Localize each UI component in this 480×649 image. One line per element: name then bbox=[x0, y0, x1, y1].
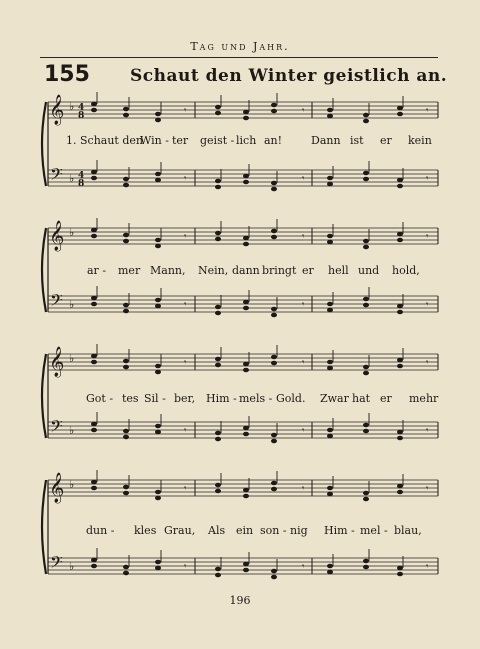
flat-key-signature: ♭ bbox=[69, 100, 75, 113]
lyric-syllable: Zwar bbox=[320, 392, 349, 405]
lyric-syllable: 1. Schaut den bbox=[66, 134, 143, 147]
eighth-rest: 𝄾 bbox=[426, 484, 429, 494]
note-head bbox=[397, 304, 403, 309]
lyric-syllable: er bbox=[380, 134, 392, 147]
note-head bbox=[271, 313, 277, 318]
eighth-rest: 𝄾 bbox=[426, 358, 429, 368]
note-head bbox=[123, 359, 129, 364]
eighth-rest: 𝄾 bbox=[184, 106, 187, 116]
treble-clef: 𝄞 bbox=[49, 347, 65, 377]
note-head bbox=[91, 108, 97, 113]
treble-clef: 𝄞 bbox=[49, 221, 65, 251]
note-head bbox=[397, 112, 403, 117]
lyric-syllable: er bbox=[302, 264, 314, 277]
note-head bbox=[397, 484, 403, 489]
note-head bbox=[155, 298, 161, 303]
note-head bbox=[123, 435, 129, 440]
bass-clef: 𝄢 bbox=[50, 552, 63, 576]
note-head bbox=[215, 567, 221, 572]
note-head bbox=[363, 171, 369, 176]
note-head bbox=[215, 105, 221, 110]
lyric-syllable: er bbox=[380, 392, 392, 405]
note-head bbox=[327, 234, 333, 239]
lyric-syllable: Dann bbox=[311, 134, 341, 147]
header-rule bbox=[40, 57, 438, 58]
note-head bbox=[271, 103, 277, 108]
note-head bbox=[215, 357, 221, 362]
lyric-syllable: geist - bbox=[200, 134, 235, 147]
lyrics-line bbox=[40, 264, 440, 280]
note-head bbox=[123, 183, 129, 188]
note-head bbox=[123, 107, 129, 112]
note-head bbox=[243, 368, 249, 373]
music-system bbox=[40, 222, 440, 318]
lyric-syllable: Sil - bbox=[144, 392, 166, 405]
note-head bbox=[327, 428, 333, 433]
note-head bbox=[363, 245, 369, 250]
note-head bbox=[327, 360, 333, 365]
note-head bbox=[271, 487, 277, 492]
note-head bbox=[397, 364, 403, 369]
note-head bbox=[243, 568, 249, 573]
lyric-syllable: ist bbox=[350, 134, 364, 147]
lyrics-line bbox=[40, 134, 440, 150]
time-signature-bottom: 8 bbox=[78, 179, 85, 189]
lyric-syllable: ter bbox=[172, 134, 189, 147]
note-head bbox=[123, 429, 129, 434]
note-head bbox=[397, 572, 403, 577]
eighth-rest: 𝄾 bbox=[302, 300, 305, 310]
note-head bbox=[155, 244, 161, 249]
note-head bbox=[327, 114, 333, 119]
note-head bbox=[327, 366, 333, 371]
note-head bbox=[91, 558, 97, 563]
note-head bbox=[91, 422, 97, 427]
lyric-syllable: tes bbox=[122, 392, 139, 405]
flat-key-signature: ♭ bbox=[69, 352, 75, 365]
note-head bbox=[327, 492, 333, 497]
note-head bbox=[123, 233, 129, 238]
note-head bbox=[91, 428, 97, 433]
lyric-syllable: bringt bbox=[262, 264, 297, 277]
note-head bbox=[155, 118, 161, 123]
note-head bbox=[327, 308, 333, 313]
note-head bbox=[327, 434, 333, 439]
note-head bbox=[91, 170, 97, 175]
note-head bbox=[91, 480, 97, 485]
note-head bbox=[123, 485, 129, 490]
note-head bbox=[215, 573, 221, 578]
note-head bbox=[271, 181, 277, 186]
lyric-syllable: ar - bbox=[87, 264, 107, 277]
lyric-syllable: Win - bbox=[140, 134, 169, 147]
lyric-syllable: hell bbox=[328, 264, 349, 277]
bass-clef: 𝄢 bbox=[50, 290, 63, 314]
note-head bbox=[327, 108, 333, 113]
lyric-syllable: Nein, bbox=[198, 264, 229, 277]
lyric-syllable: Him - bbox=[324, 524, 355, 537]
flat-key-signature: ♭ bbox=[69, 478, 75, 491]
note-head bbox=[363, 303, 369, 308]
flat-key-signature: ♭ bbox=[69, 424, 75, 437]
note-head bbox=[363, 565, 369, 570]
note-head bbox=[327, 240, 333, 245]
note-head bbox=[155, 430, 161, 435]
lyric-syllable: mel - bbox=[360, 524, 388, 537]
lyric-syllable: dun - bbox=[86, 524, 115, 537]
note-head bbox=[397, 232, 403, 237]
note-head bbox=[91, 102, 97, 107]
bass-clef: 𝄢 bbox=[50, 416, 63, 440]
note-head bbox=[215, 431, 221, 436]
note-head bbox=[363, 559, 369, 564]
note-head bbox=[271, 433, 277, 438]
note-head bbox=[215, 363, 221, 368]
eighth-rest: 𝄾 bbox=[426, 232, 429, 242]
lyrics-line bbox=[40, 524, 440, 540]
treble-clef: 𝄞 bbox=[49, 95, 65, 125]
eighth-rest: 𝄾 bbox=[426, 174, 429, 184]
note-head bbox=[155, 112, 161, 117]
note-head bbox=[91, 354, 97, 359]
eighth-rest: 𝄾 bbox=[302, 232, 305, 242]
flat-key-signature: ♭ bbox=[69, 172, 75, 185]
note-head bbox=[215, 489, 221, 494]
lyric-syllable: und bbox=[358, 264, 380, 277]
time-signature-top: 4 bbox=[78, 171, 85, 181]
note-head bbox=[397, 106, 403, 111]
eighth-rest: 𝄾 bbox=[302, 484, 305, 494]
note-head bbox=[271, 235, 277, 240]
eighth-rest: 𝄾 bbox=[184, 232, 187, 242]
note-head bbox=[155, 304, 161, 309]
eighth-rest: 𝄾 bbox=[302, 174, 305, 184]
note-head bbox=[397, 238, 403, 243]
flat-key-signature: ♭ bbox=[69, 560, 75, 573]
note-head bbox=[271, 187, 277, 192]
note-head bbox=[397, 178, 403, 183]
note-head bbox=[363, 423, 369, 428]
note-head bbox=[243, 426, 249, 431]
note-head bbox=[123, 365, 129, 370]
note-head bbox=[243, 110, 249, 115]
note-head bbox=[155, 496, 161, 501]
lyric-syllable: Als bbox=[208, 524, 226, 537]
bass-clef: 𝄢 bbox=[50, 164, 63, 188]
eighth-rest: 𝄾 bbox=[302, 358, 305, 368]
note-head bbox=[91, 564, 97, 569]
lyric-syllable: Gold. bbox=[276, 392, 306, 405]
lyric-syllable: Grau, bbox=[164, 524, 196, 537]
eighth-rest: 𝄾 bbox=[184, 426, 187, 436]
lyric-syllable: dann bbox=[232, 264, 260, 277]
note-head bbox=[327, 564, 333, 569]
note-head bbox=[363, 177, 369, 182]
note-head bbox=[243, 362, 249, 367]
note-head bbox=[271, 439, 277, 444]
note-head bbox=[155, 370, 161, 375]
note-head bbox=[123, 571, 129, 576]
lyric-syllable: hat bbox=[352, 392, 371, 405]
note-head bbox=[363, 119, 369, 124]
note-head bbox=[215, 185, 221, 190]
note-head bbox=[243, 242, 249, 247]
note-head bbox=[91, 296, 97, 301]
note-head bbox=[91, 234, 97, 239]
lyric-syllable: hold, bbox=[392, 264, 420, 277]
note-head bbox=[91, 176, 97, 181]
note-head bbox=[327, 182, 333, 187]
note-head bbox=[155, 238, 161, 243]
time-signature-top: 4 bbox=[78, 103, 85, 113]
note-head bbox=[155, 172, 161, 177]
note-head bbox=[215, 305, 221, 310]
note-head bbox=[397, 358, 403, 363]
note-head bbox=[243, 236, 249, 241]
eighth-rest: 𝄾 bbox=[426, 106, 429, 116]
eighth-rest: 𝄾 bbox=[426, 426, 429, 436]
note-head bbox=[363, 371, 369, 376]
eighth-rest: 𝄾 bbox=[426, 562, 429, 572]
note-head bbox=[215, 111, 221, 116]
time-signature-bottom: 8 bbox=[78, 111, 85, 121]
lyric-syllable: lich bbox=[236, 134, 257, 147]
note-head bbox=[271, 229, 277, 234]
eighth-rest: 𝄾 bbox=[184, 562, 187, 572]
hymn-number: 155 bbox=[44, 62, 90, 87]
lyric-syllable: Mann, bbox=[150, 264, 186, 277]
note-head bbox=[91, 360, 97, 365]
note-head bbox=[243, 432, 249, 437]
note-head bbox=[215, 311, 221, 316]
treble-clef: 𝄞 bbox=[49, 473, 65, 503]
note-head bbox=[271, 355, 277, 360]
note-head bbox=[123, 565, 129, 570]
note-head bbox=[123, 239, 129, 244]
note-head bbox=[397, 310, 403, 315]
eighth-rest: 𝄾 bbox=[184, 300, 187, 310]
eighth-rest: 𝄾 bbox=[426, 300, 429, 310]
lyric-syllable: kein bbox=[408, 134, 432, 147]
note-head bbox=[363, 497, 369, 502]
note-head bbox=[215, 231, 221, 236]
music-system bbox=[40, 96, 440, 192]
note-head bbox=[271, 109, 277, 114]
note-head bbox=[271, 307, 277, 312]
lyric-syllable: ber, bbox=[174, 392, 196, 405]
note-head bbox=[91, 486, 97, 491]
note-head bbox=[123, 491, 129, 496]
note-head bbox=[397, 184, 403, 189]
page-number: 196 bbox=[229, 594, 251, 607]
note-head bbox=[271, 481, 277, 486]
note-head bbox=[123, 177, 129, 182]
lyric-syllable: mels - bbox=[239, 392, 273, 405]
note-head bbox=[155, 424, 161, 429]
note-head bbox=[397, 436, 403, 441]
note-head bbox=[397, 566, 403, 571]
note-head bbox=[327, 486, 333, 491]
note-head bbox=[363, 297, 369, 302]
flat-key-signature: ♭ bbox=[69, 226, 75, 239]
note-head bbox=[243, 300, 249, 305]
note-head bbox=[243, 488, 249, 493]
note-head bbox=[327, 570, 333, 575]
note-head bbox=[363, 491, 369, 496]
lyric-syllable: mehr bbox=[409, 392, 439, 405]
note-head bbox=[243, 116, 249, 121]
lyrics-line bbox=[40, 392, 440, 408]
note-head bbox=[271, 569, 277, 574]
hymn-title: Schaut den Winter geistlich an. bbox=[130, 66, 448, 86]
note-head bbox=[155, 490, 161, 495]
note-head bbox=[215, 437, 221, 442]
note-head bbox=[155, 560, 161, 565]
note-head bbox=[363, 365, 369, 370]
eighth-rest: 𝄾 bbox=[184, 358, 187, 368]
note-head bbox=[215, 179, 221, 184]
lyric-syllable: ein bbox=[236, 524, 254, 537]
eighth-rest: 𝄾 bbox=[302, 106, 305, 116]
lyric-syllable: Got - bbox=[86, 392, 114, 405]
note-head bbox=[243, 494, 249, 499]
note-head bbox=[397, 430, 403, 435]
note-head bbox=[243, 174, 249, 179]
note-head bbox=[155, 566, 161, 571]
note-head bbox=[215, 237, 221, 242]
note-head bbox=[91, 302, 97, 307]
lyric-syllable: Him - bbox=[206, 392, 237, 405]
note-head bbox=[155, 364, 161, 369]
note-head bbox=[363, 429, 369, 434]
note-head bbox=[327, 302, 333, 307]
running-head: Tag und Jahr. bbox=[190, 40, 290, 53]
note-head bbox=[397, 490, 403, 495]
lyric-syllable: an! bbox=[264, 134, 283, 147]
lyric-syllable: kles bbox=[134, 524, 157, 537]
eighth-rest: 𝄾 bbox=[302, 562, 305, 572]
note-head bbox=[363, 239, 369, 244]
eighth-rest: 𝄾 bbox=[184, 484, 187, 494]
note-head bbox=[243, 306, 249, 311]
note-head bbox=[215, 483, 221, 488]
lyric-syllable: nig bbox=[290, 524, 308, 537]
note-head bbox=[363, 113, 369, 118]
lyric-syllable: blau, bbox=[394, 524, 422, 537]
note-head bbox=[243, 180, 249, 185]
lyric-syllable: son - bbox=[260, 524, 287, 537]
eighth-rest: 𝄾 bbox=[302, 426, 305, 436]
note-head bbox=[271, 361, 277, 366]
note-head bbox=[91, 228, 97, 233]
note-head bbox=[123, 113, 129, 118]
flat-key-signature: ♭ bbox=[69, 298, 75, 311]
music-system bbox=[40, 474, 440, 580]
music-system bbox=[40, 348, 440, 444]
note-head bbox=[243, 562, 249, 567]
note-head bbox=[123, 303, 129, 308]
note-head bbox=[155, 178, 161, 183]
eighth-rest: 𝄾 bbox=[184, 174, 187, 184]
note-head bbox=[271, 575, 277, 580]
note-head bbox=[327, 176, 333, 181]
lyric-syllable: mer bbox=[118, 264, 141, 277]
note-head bbox=[123, 309, 129, 314]
